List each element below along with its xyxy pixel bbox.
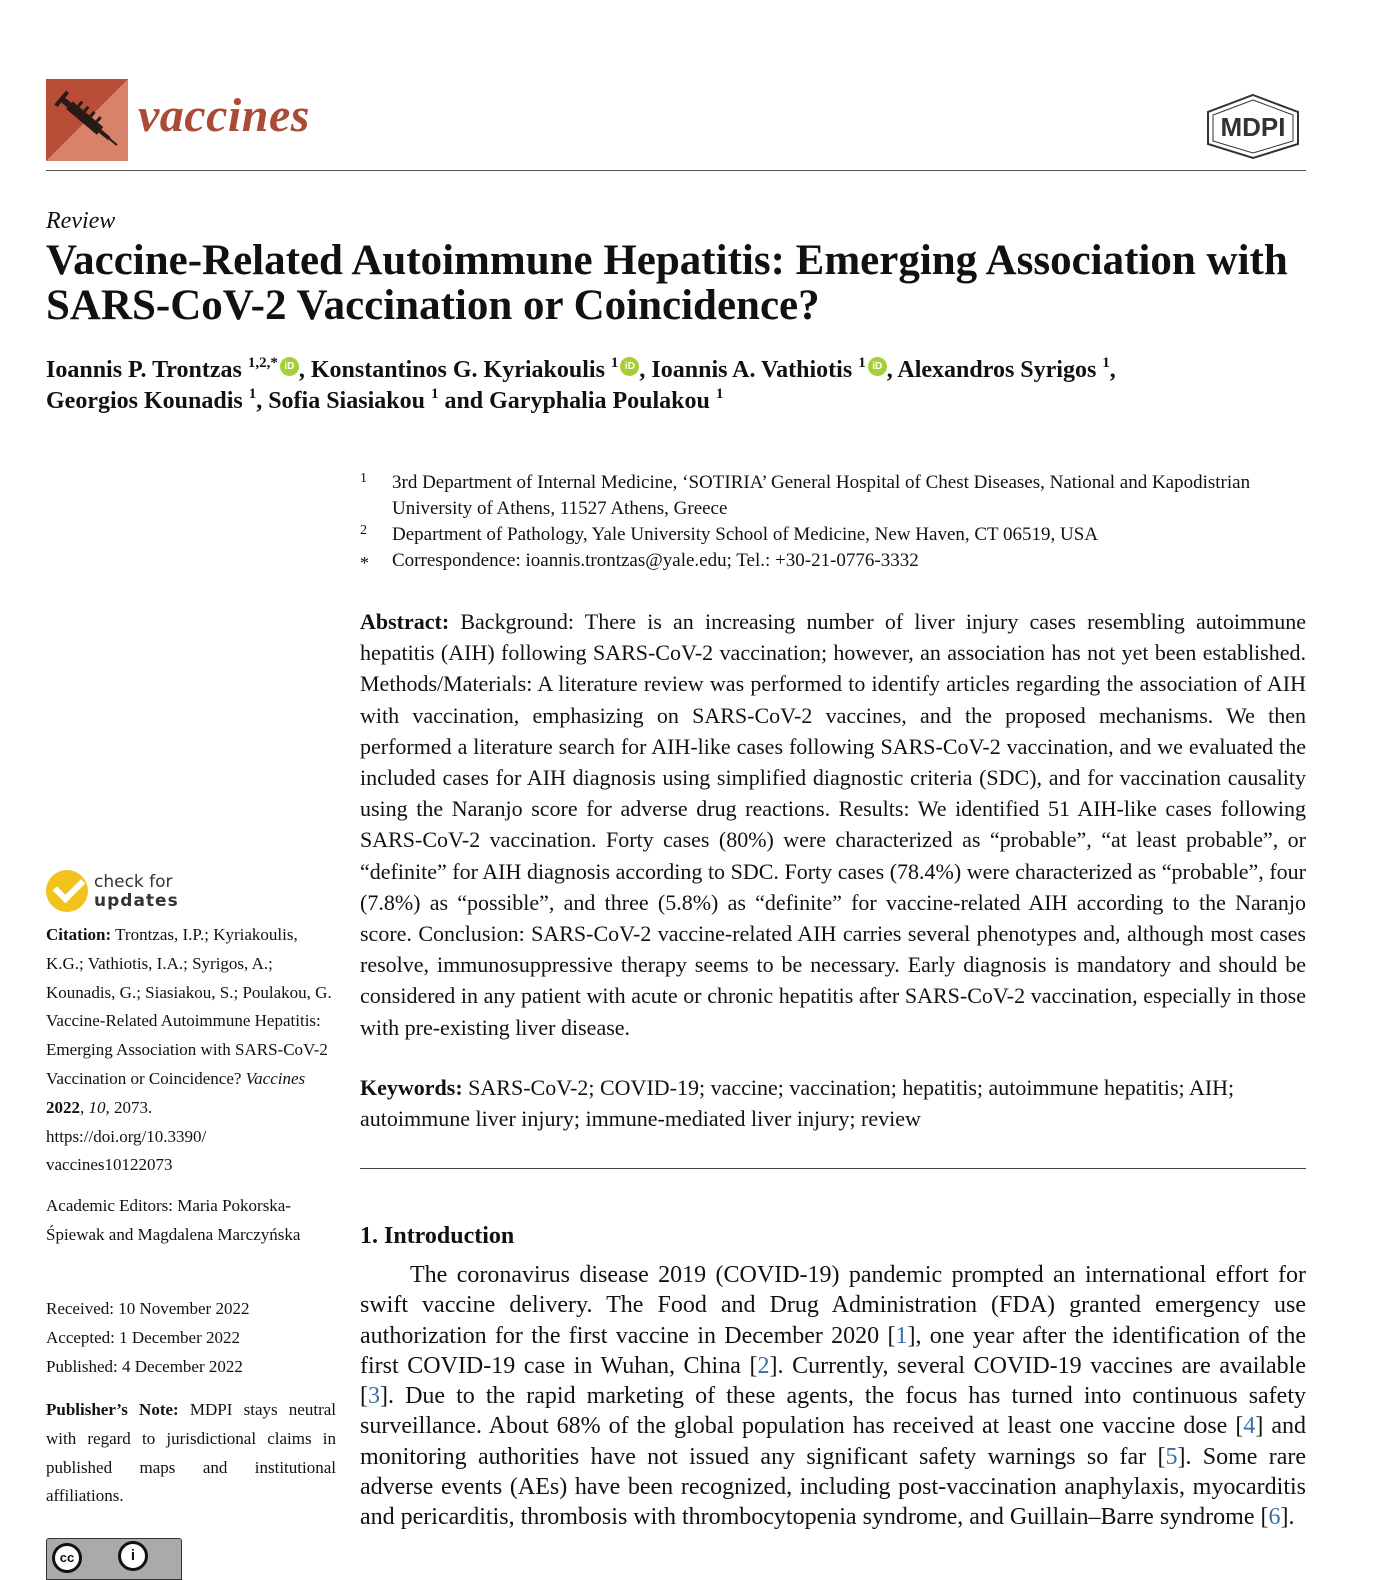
orcid-icon[interactable]: iD <box>620 357 639 376</box>
author-name: Sofia Siasiakou <box>268 388 425 414</box>
keywords-text: SARS-CoV-2; COVID-19; vaccine; vaccination; hepatitis; autoimmune hepatitis; AIH; autoimmune liver injury; immune-mediated liver injury; review <box>360 1075 1235 1131</box>
publisher-note-text: MDPI stays neutral with regard to jurisdictional claims in published maps and institutional affiliations. <box>46 1400 337 1506</box>
citation-link[interactable]: 6 <box>1268 1504 1281 1531</box>
academic-editors: Academic Editors: Maria Pokorska-Śpiewak and Magdalena Marczyńska <box>46 1196 301 1244</box>
abstract-text: Background: There is an increasing number of liver injury cases resembling autoimmune hepatitis (AIH) following SARS-CoV-2 vaccination; however, an association has not yet been established. Methods/Materials: A literature review was performed to identify articles regarding the association of AIH with vaccination, emphasizing on SARS-CoV-2 vaccines, and the proposed mechanisms. We then performed a literature search for AIH-like cases following SARS-CoV-2 vaccination, and we evaluated the included cases for AIH diagnosis using simplified diagnostic criteria (SDC), and for vaccination causality using the Naranjo score for adverse drug reactions. Results: We identified 51 AIH-like cases following SARS-CoV-2 vaccination. Forty cases (80%) were characterized as “probable”, “at least probable”, or “definite” for AIH diagnosis according to SDC. Forty cases (78.4%) were characterized as “probable”, four (7.8%) as “possible”, and three (5.8%) as “definite” for vaccine-related AIH according to the Naranjo score. Conclusion: SARS-CoV-2 vaccine-related AIH carries several phenotypes and, although most cases resolve, immunosuppressive therapy seems to be necessary. Early diagnosis is mandatory and should be considered in any patient with acute or chronic hepatitis after SARS-CoV-2 vaccination, especially in those with pre-existing liver disease. <box>360 609 1306 1040</box>
abstract <box>360 606 1306 1043</box>
cc-icon: cc <box>52 1543 82 1573</box>
intro-text-segment: ]. Currently, several COVID-19 vaccines are available [ <box>360 1352 1307 1410</box>
article-title: Vaccine-Related Autoimmune Hepatitis: Emerging Association with SARS-CoV-2 Vaccination or Coincidence? <box>46 237 1288 329</box>
citation-link[interactable]: 3 <box>368 1383 380 1410</box>
accepted-date: Accepted: 1 December 2022 <box>46 1327 240 1347</box>
author-conjunction: and <box>444 388 484 414</box>
doi-link-cont[interactable]: vaccines10122073 <box>46 1155 173 1175</box>
intro-text-segment: ], one year after the identification of the first COVID-19 case in Wuhan, China [ <box>360 1322 1306 1379</box>
author-affiliation-mark: 1 <box>430 386 439 402</box>
author-name: Alexandros Syrigos <box>897 357 1097 383</box>
citation-label: Citation: <box>46 925 112 944</box>
author-name: Georgios Kounadis <box>46 388 243 414</box>
author-name: Ioannis A. Vathiotis <box>651 357 853 383</box>
publication-dates <box>46 1295 336 1381</box>
author-list: Ioannis P. Trontzas $^{1,2,*}$ iD , Konstantinos G. Kyriakoulis $^1$ iD , Ioannis A. Vathiotis $^1$ iD , Alexandros Syrigos $^1$, Georgios Kounadis $^1$, Sofia Siasiakou $^1$ and Garyphalia Poulakou $^1$ <box>46 355 1116 414</box>
affiliation-text: 3rd Department of Internal Medicine, ‘SOTIRIA’ General Hospital of Chest Diseases, National and Kapodistrian University of Athens, 11527 Athens, Greece <box>392 472 1251 519</box>
publisher-name: MDPI <box>1220 112 1286 142</box>
author-affiliation-mark: 1 <box>610 355 619 371</box>
affiliation-text: Department of Pathology, Yale University School of Medicine, New Haven, CT 06519, USA <box>392 524 1099 545</box>
citation-volume: 10 <box>88 1097 106 1117</box>
received-date: Received: 10 November 2022 <box>46 1299 250 1318</box>
citation-link[interactable]: 4 <box>1243 1413 1256 1440</box>
keywords <box>360 1072 1310 1134</box>
citation-pages: , 2073. <box>105 1097 153 1117</box>
content-divider <box>360 1168 1306 1169</box>
author-affiliation-mark: 1 <box>248 386 257 402</box>
published-date: Published: 4 December 2022 <box>46 1356 243 1376</box>
header-divider <box>46 170 1306 171</box>
check-for-updates-label[interactable]: check for <box>94 872 173 892</box>
journal-name: vaccines <box>138 89 310 142</box>
section-heading: 1. Introduction <box>360 1223 515 1249</box>
publisher-note <box>46 1396 336 1511</box>
correspondence-mark: * <box>360 553 369 573</box>
mdpi-logo <box>1200 92 1306 160</box>
orcid-icon[interactable]: iD <box>868 357 887 376</box>
author-affiliation-mark: 1 <box>715 386 724 402</box>
attribution-icon: i <box>118 1541 148 1571</box>
citation-text: Trontzas, I.P.; Kyriakoulis, K.G.; Vathiotis, I.A.; Syrigos, A.; Kounadis, G.; Siasiakou, S.; Poulakou, G. Vaccine-Related Autoimmune Hepatitis: Emerging Association with SARS-CoV-2 Vaccination or Coincidence? <box>46 925 332 1088</box>
citation-link[interactable]: 1 <box>895 1322 908 1349</box>
author-name: Garyphalia Poulakou <box>489 388 710 414</box>
updates-label[interactable]: updates <box>94 891 179 911</box>
doi-link[interactable]: https://doi.org/10.3390/ <box>46 1126 207 1146</box>
intro-text-segment: ]. Due to the rapid marketing of these agents, the focus has turned into continuous safety surveillance. About 68% of the global population has received at least one vaccine dose [ <box>360 1383 1306 1440</box>
affiliation-mark: 2 <box>360 523 367 538</box>
intro-text-segment: ] and monitoring authorities have not issued any significant safety warnings so far [ <box>360 1413 1306 1470</box>
citation-link[interactable]: 5 <box>1165 1443 1178 1470</box>
author-affiliation-mark: 1 <box>1102 355 1110 371</box>
citation-year: 2022 <box>46 1097 80 1117</box>
intro-text-segment: ]. Some rare adverse events (AEs) have been recognized, including post-vaccination anaphylaxis, myocarditis and pericarditis, thrombosis with thrombocytopenia syndrome, and Guillain–Barre syndrome [ <box>360 1443 1306 1531</box>
citation-block: Citation: Trontzas, I.P.; Kyriakoulis, K.G.; Vathiotis, I.A.; Syrigos, A.; Kounadis, G.; Siasiakou, S.; Poulakou, G. Vaccine-Related Autoimmune Hepatitis: Emerging Association with SARS-CoV-2 Vaccination or Coincidence? Vaccines 2022, 10, 2073. https://doi.org/10.3390/ vaccines10122073 <box>46 925 332 1175</box>
intro-text-segment: The coronavirus disease 2019 (COVID-19) pandemic prompted an international effort for swift vaccine delivery. The Food and Drug Administration (FDA) granted emergency use authorization for the first vaccine in December 2020 [ <box>360 1262 1306 1349</box>
intro-text-segment: ]. <box>1280 1504 1295 1531</box>
intro-paragraph <box>360 1260 1306 1533</box>
author-name: Ioannis P. Trontzas <box>46 357 242 383</box>
citation-link[interactable]: 2 <box>757 1352 770 1379</box>
journal-logo <box>46 79 128 161</box>
abstract-label: Abstract: <box>360 609 450 634</box>
author-affiliation-mark: 1 <box>858 355 866 371</box>
correspondence-text[interactable]: Correspondence: ioannis.trontzas@yale.edu; Tel.: +30-21-0776-3332 <box>392 550 919 571</box>
article-type: Review <box>46 208 116 234</box>
citation-journal: Vaccines <box>245 1068 306 1088</box>
orcid-icon[interactable]: iD <box>280 357 299 376</box>
author-affiliation-mark: 1,2,* <box>247 355 278 371</box>
publisher-note-label: Publisher’s Note: <box>46 1400 179 1419</box>
syringe-icon <box>46 79 128 161</box>
keywords-label: Keywords: <box>360 1075 463 1100</box>
author-name: Konstantinos G. Kyriakoulis <box>310 357 605 383</box>
affiliation-mark: 1 <box>360 471 367 486</box>
